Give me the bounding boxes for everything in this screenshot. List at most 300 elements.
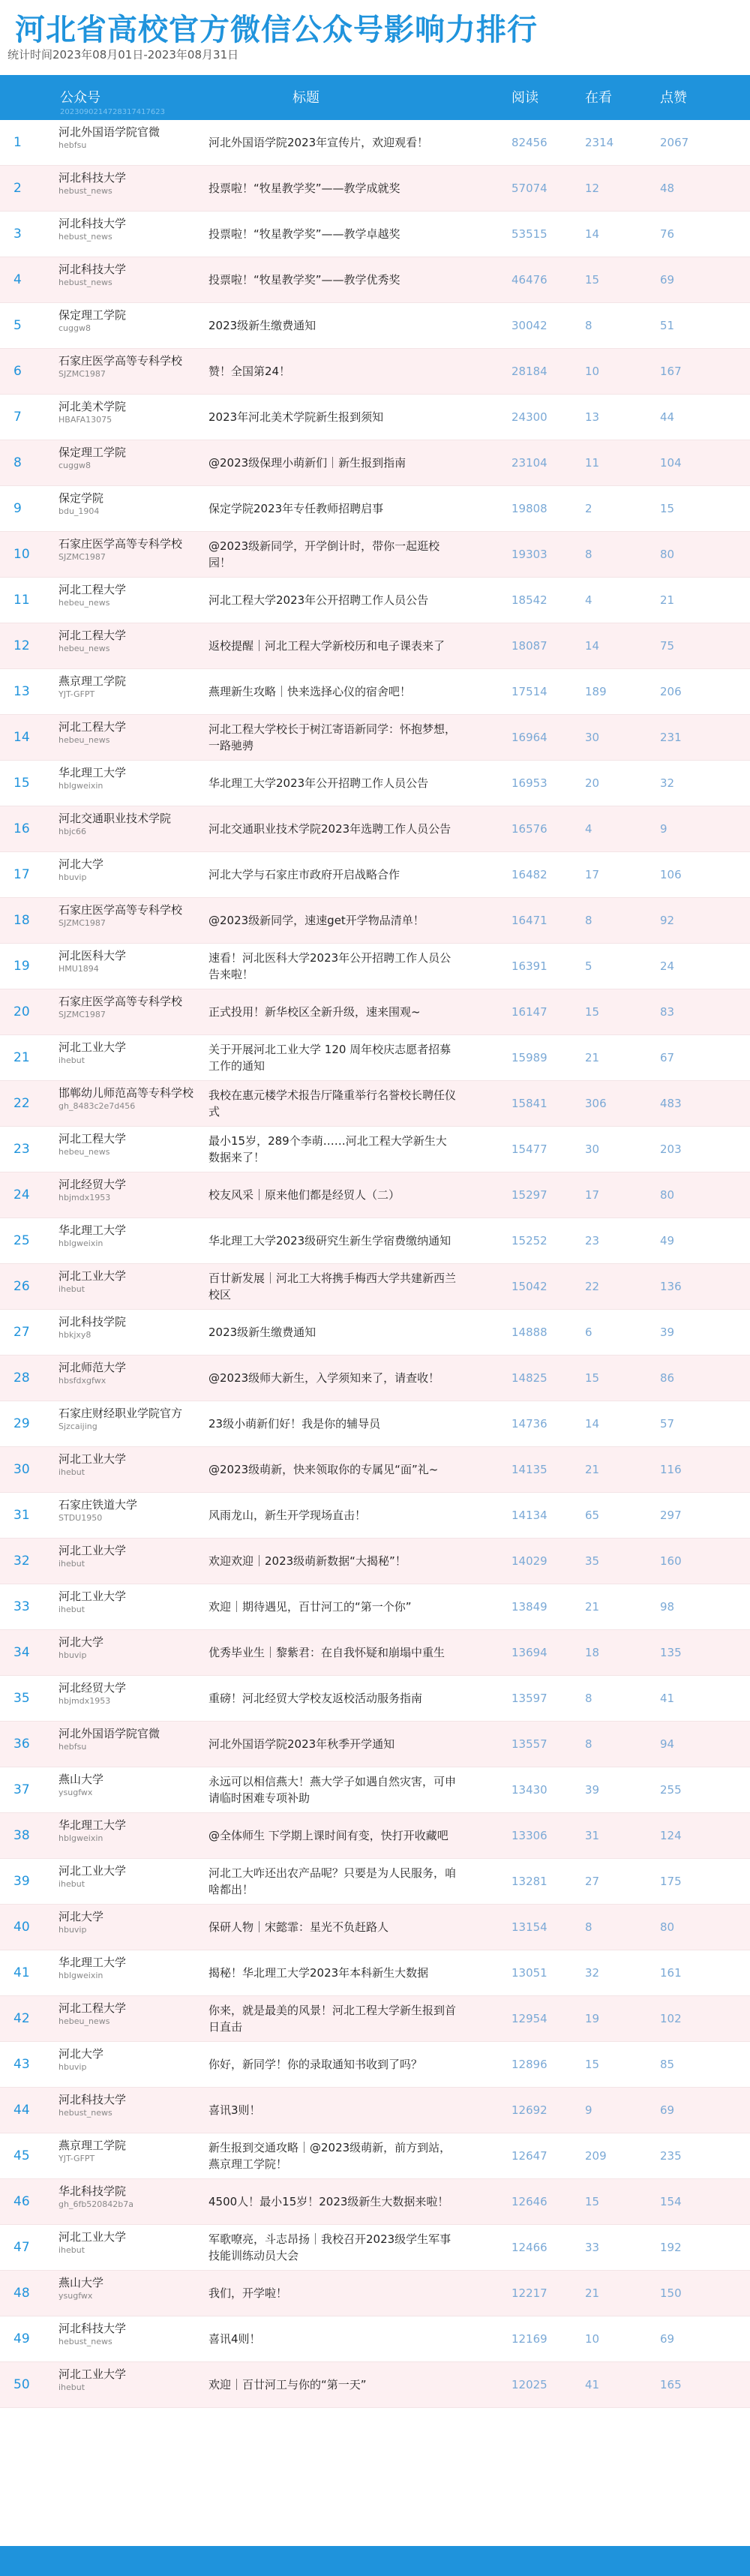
account-id: hbuvip <box>58 872 87 882</box>
article-title-text: 百廿新发展｜河北工大将携手梅西大学共建新西兰校区 <box>208 1271 457 1302</box>
article-title[interactable] <box>208 1539 456 1584</box>
article-title[interactable] <box>208 395 456 440</box>
article-title[interactable] <box>208 1767 456 1812</box>
read-count: 15477 <box>512 1142 548 1156</box>
account-name: 保定学院 <box>58 491 104 505</box>
article-title-text: @2023级新同学，开学倒计时，带你一起逛校园！ <box>208 539 440 569</box>
look-count: 8 <box>585 1692 592 1705</box>
account-id: hebeu_news <box>58 644 110 653</box>
account-id: hbuvip <box>58 1925 87 1935</box>
article-title-text: 23级小萌新们好！我是你的辅导员 <box>208 1417 381 1431</box>
look-count: 10 <box>585 365 600 378</box>
account-cell <box>58 1497 212 1524</box>
article-title[interactable] <box>208 486 456 531</box>
article-title[interactable] <box>208 1310 456 1355</box>
rank-number: 13 <box>14 684 30 699</box>
table-row <box>0 2179 750 2225</box>
account-name: 河北工程大学 <box>58 2001 127 2015</box>
read-count: 12954 <box>512 2012 548 2025</box>
article-title-text: 河北外国语学院2023年秋季开学通知 <box>208 1737 395 1751</box>
look-count: 5 <box>585 959 592 973</box>
read-count: 14888 <box>512 1326 548 1339</box>
article-title-text: @2023级新同学，速速get开学物品清单！ <box>208 914 424 927</box>
look-count: 306 <box>585 1097 607 1110</box>
rank-number: 15 <box>14 776 30 791</box>
account-id: cuggw8 <box>58 323 91 333</box>
article-title[interactable] <box>208 2362 456 2407</box>
rank-number: 7 <box>14 410 22 425</box>
article-title[interactable] <box>208 1081 456 1126</box>
article-title-text: 华北理工大学2023年公开招聘工作人员公告 <box>208 776 429 790</box>
look-count: 15 <box>585 2058 600 2071</box>
read-count: 12647 <box>512 2149 548 2163</box>
account-id: ihebut <box>58 1605 86 1614</box>
article-title-text: 喜讯4则！ <box>208 2332 261 2346</box>
article-title[interactable] <box>208 1905 456 1950</box>
look-count: 30 <box>585 731 600 744</box>
read-count: 57074 <box>512 182 548 195</box>
look-count: 10 <box>585 2332 600 2346</box>
account-name: 河北交通职业技术学院 <box>58 812 172 825</box>
rank-number: 25 <box>14 1233 30 1248</box>
look-count: 2314 <box>585 136 614 149</box>
look-count: 30 <box>585 1142 600 1156</box>
article-title-text: 返校提醒｜河北工程大学新校历和电子课表来了 <box>208 639 446 653</box>
rank-number: 42 <box>14 2011 30 2026</box>
account-cell <box>58 2092 212 2118</box>
account-name: 华北理工大学 <box>58 1818 127 1832</box>
account-cell <box>58 2046 212 2073</box>
article-title[interactable] <box>208 1127 456 1172</box>
article-title-text: 河北交通职业技术学院2023年选聘工作人员公告 <box>208 822 452 836</box>
article-title[interactable] <box>208 1996 456 2041</box>
account-cell <box>58 2275 212 2301</box>
like-count: 80 <box>660 548 675 561</box>
article-title[interactable] <box>208 212 456 257</box>
look-count: 14 <box>585 227 600 241</box>
header-account: 公众号 <box>60 90 100 106</box>
read-count: 14825 <box>512 1371 548 1385</box>
article-title-text: 新生报到交通攻略｜@2023级萌新，前方到站，燕京理工学院！ <box>208 2141 452 2171</box>
read-count: 12217 <box>512 2286 548 2300</box>
like-count: 76 <box>660 227 675 241</box>
account-id: YJT-GFPT <box>58 689 95 699</box>
article-title-text: 揭秘！华北理工大学2023年本科新生大数据 <box>208 1966 429 1980</box>
account-id: hebfsu <box>58 1742 87 1752</box>
account-cell <box>58 1360 212 1386</box>
look-count: 20 <box>585 776 600 790</box>
account-cell <box>58 308 212 334</box>
table-row <box>0 623 750 669</box>
account-name: 河北工程大学 <box>58 720 127 734</box>
account-name: 燕山大学 <box>58 1773 104 1786</box>
article-title[interactable] <box>208 1493 456 1538</box>
account-id: hbkjxy8 <box>58 1330 92 1340</box>
account-id: STDU1950 <box>58 1513 103 1523</box>
account-name: 河北工程大学 <box>58 583 127 596</box>
account-name: 河北经贸大学 <box>58 1178 127 1191</box>
like-count: 9 <box>660 822 668 836</box>
account-name: 河北外国语学院官微 <box>58 1727 160 1740</box>
account-cell <box>58 1177 212 1203</box>
table-row <box>0 1493 750 1539</box>
rank-number: 44 <box>14 2103 30 2118</box>
article-title[interactable] <box>208 2316 456 2361</box>
like-count: 80 <box>660 1188 675 1202</box>
table-row <box>0 1310 750 1356</box>
look-count: 15 <box>585 2195 600 2208</box>
table-row <box>0 1264 750 1310</box>
rank-number: 45 <box>14 2148 30 2163</box>
article-title-text: 保研人物｜宋懿霏：星光不负赶路人 <box>208 1920 389 1934</box>
account-cell <box>58 1085 212 1112</box>
account-cell <box>58 1955 212 1981</box>
article-title[interactable] <box>208 2133 456 2178</box>
read-count: 15989 <box>512 1051 548 1064</box>
article-title[interactable] <box>208 1676 456 1721</box>
look-count: 15 <box>585 1005 600 1019</box>
page-title: 河北省高校官方微信公众号影响力排行 <box>15 13 538 47</box>
article-title[interactable] <box>208 1584 456 1629</box>
account-name: 河北科技大学 <box>58 2322 127 2335</box>
look-count: 15 <box>585 273 600 287</box>
like-count: 44 <box>660 410 675 424</box>
like-count: 67 <box>660 1051 675 1064</box>
account-id: ihebut <box>58 1559 86 1569</box>
account-name: 河北工业大学 <box>58 1590 127 1603</box>
account-name: 燕山大学 <box>58 2276 104 2289</box>
account-cell <box>58 1223 212 1249</box>
article-title-text: 我校在惠元楼学术报告厅隆重举行名誉校长聘任仪式 <box>208 1088 457 1118</box>
article-title[interactable] <box>208 257 456 302</box>
look-count: 17 <box>585 1188 600 1202</box>
like-count: 57 <box>660 1417 675 1431</box>
footer-bar <box>0 2546 750 2576</box>
account-cell <box>58 1680 212 1707</box>
account-id: ihebut <box>58 1879 86 1889</box>
table-row <box>0 989 750 1035</box>
look-count: 32 <box>585 1966 600 1980</box>
account-id: hebeu_news <box>58 2016 110 2026</box>
article-title[interactable] <box>208 303 456 348</box>
account-cell <box>58 1635 212 1661</box>
like-count: 135 <box>660 1646 682 1659</box>
account-name: 河北外国语学院官微 <box>58 125 160 139</box>
like-count: 69 <box>660 2332 675 2346</box>
rank-number: 14 <box>14 730 30 745</box>
account-cell <box>58 1406 212 1432</box>
account-cell <box>58 1909 212 1935</box>
rank-number: 23 <box>14 1142 30 1157</box>
like-count: 94 <box>660 1737 675 1751</box>
table-row <box>0 440 750 486</box>
article-title[interactable] <box>208 166 456 211</box>
account-id: hbsfdxgfwx <box>58 1376 106 1386</box>
look-count: 27 <box>585 1875 600 1888</box>
article-title-text: 欢迎｜期待遇见，百廿河工的“第一个你” <box>208 1600 412 1614</box>
look-count: 8 <box>585 319 592 332</box>
account-cell <box>58 994 212 1020</box>
rank-number: 10 <box>14 547 30 562</box>
account-id: hebust_news <box>58 2337 112 2346</box>
article-title[interactable] <box>208 1447 456 1492</box>
article-title-text: 优秀毕业生｜黎紫君：在自我怀疑和崩塌中重生 <box>208 1646 446 1659</box>
table-row <box>0 1950 750 1996</box>
look-count: 8 <box>585 548 592 561</box>
like-count: 175 <box>660 1875 682 1888</box>
table-row <box>0 1676 750 1722</box>
account-id: gh_6fb520842b7a <box>58 2199 134 2209</box>
like-count: 24 <box>660 959 675 973</box>
table-row <box>0 532 750 578</box>
article-title-text: 军歌嘹亮，斗志昂扬｜我校召开2023级学生军事技能训练动员大会 <box>208 2232 452 2262</box>
account-cell <box>58 125 212 151</box>
article-title-text: 投票啦！“牧星教学奖”——教学优秀奖 <box>208 273 400 287</box>
account-cell <box>58 1818 212 1844</box>
article-title-text: 喜讯3则！ <box>208 2103 261 2117</box>
article-title[interactable] <box>208 1813 456 1858</box>
look-count: 6 <box>585 1326 592 1339</box>
account-name: 河北工业大学 <box>58 2230 127 2244</box>
like-count: 167 <box>660 365 682 378</box>
account-id: hebeu_news <box>58 598 110 608</box>
article-title[interactable] <box>208 1859 456 1904</box>
table-row <box>0 1127 750 1172</box>
read-count: 14135 <box>512 1463 548 1476</box>
account-id: hblgweixin <box>58 1971 104 1980</box>
account-name: 河北工业大学 <box>58 1040 127 1054</box>
table-row <box>0 669 750 715</box>
account-id: ihebut <box>58 1284 86 1294</box>
article-title[interactable] <box>208 2179 456 2224</box>
table-row <box>0 1584 750 1630</box>
account-cell <box>58 170 212 197</box>
article-title[interactable] <box>208 1356 456 1401</box>
account-id: ihebut <box>58 1467 86 1477</box>
header-look: 在看 <box>585 90 612 106</box>
article-title-text: @2023级师大新生，入学须知来了，请查收！ <box>208 1371 440 1385</box>
rank-number: 32 <box>14 1554 30 1569</box>
like-count: 235 <box>660 2149 682 2163</box>
like-count: 39 <box>660 1326 675 1339</box>
table-row <box>0 2362 750 2408</box>
account-name: 河北大学 <box>58 2047 104 2061</box>
rank-number: 1 <box>14 135 22 150</box>
rank-number: 41 <box>14 1965 30 1980</box>
account-cell <box>58 674 212 700</box>
like-count: 51 <box>660 319 675 332</box>
account-id: hbjmdx1953 <box>58 1193 111 1202</box>
article-title-text: 欢迎欢迎｜2023级萌新数据“大揭秘”！ <box>208 1554 406 1568</box>
article-title[interactable] <box>208 440 456 485</box>
account-name: 石家庄铁道大学 <box>58 1498 138 1512</box>
account-cell <box>58 1726 212 1752</box>
rank-number: 22 <box>14 1096 30 1111</box>
rank-number: 40 <box>14 1920 30 1935</box>
table-row <box>0 1859 750 1905</box>
like-count: 136 <box>660 1280 682 1293</box>
account-id: HBAFA13075 <box>58 415 112 425</box>
table-row <box>0 1722 750 1767</box>
account-name: 华北理工大学 <box>58 766 127 779</box>
rank-number: 6 <box>14 364 22 379</box>
article-title[interactable] <box>208 898 456 943</box>
look-count: 21 <box>585 1600 600 1614</box>
article-title[interactable] <box>208 2225 456 2270</box>
header-read: 阅读 <box>512 90 538 106</box>
rank-number: 11 <box>14 593 30 608</box>
article-title[interactable] <box>208 944 456 989</box>
article-title[interactable] <box>208 2042 456 2087</box>
look-count: 9 <box>585 2103 592 2117</box>
table-row <box>0 2316 750 2362</box>
article-title[interactable] <box>208 1401 456 1446</box>
article-title[interactable] <box>208 761 456 806</box>
article-title-text: 你好，新同学！你的录取通知书收到了吗？ <box>208 2058 423 2071</box>
read-count: 16147 <box>512 1005 548 1019</box>
table-row <box>0 486 750 532</box>
article-title-text: 关于开展河北工业大学 120 周年校庆志愿者招募工作的通知 <box>208 1043 452 1073</box>
article-title[interactable] <box>208 1264 456 1309</box>
account-cell <box>58 582 212 608</box>
article-title-text: 保定学院2023年专任教师招聘启事 <box>208 502 384 515</box>
table-row <box>0 715 750 761</box>
read-count: 17514 <box>512 685 548 698</box>
account-cell <box>58 216 212 242</box>
account-cell <box>58 811 212 837</box>
look-count: 22 <box>585 1280 600 1293</box>
read-count: 13281 <box>512 1875 548 1888</box>
rank-number: 27 <box>14 1325 30 1340</box>
article-title-text: 我们，开学啦！ <box>208 2286 288 2300</box>
article-title[interactable] <box>208 578 456 623</box>
rank-number: 28 <box>14 1371 30 1386</box>
read-count: 12646 <box>512 2195 548 2208</box>
table-row <box>0 212 750 257</box>
account-id: bdu_1904 <box>58 506 100 516</box>
rank-number: 26 <box>14 1279 30 1294</box>
article-title-text: 河北工程大学校长于树江寄语新同学：怀抱梦想，一路驰骋 <box>208 722 457 752</box>
look-count: 39 <box>585 1783 600 1797</box>
table-row <box>0 2225 750 2271</box>
account-id: ihebut <box>58 2245 86 2255</box>
account-name: 河北工业大学 <box>58 1269 127 1283</box>
article-title[interactable] <box>208 532 456 577</box>
article-title[interactable] <box>208 1035 456 1080</box>
ranking-table <box>0 120 750 2408</box>
stat-period: 统计时间2023年08月01日-2023年08月31日 <box>8 48 239 62</box>
table-row <box>0 898 750 944</box>
account-name: 河北工业大学 <box>58 1544 127 1557</box>
table-row <box>0 303 750 349</box>
like-count: 206 <box>660 685 682 698</box>
read-count: 19303 <box>512 548 548 561</box>
rank-number: 21 <box>14 1050 30 1065</box>
read-count: 16576 <box>512 822 548 836</box>
like-count: 86 <box>660 1371 675 1385</box>
rank-number: 35 <box>14 1691 30 1706</box>
account-cell <box>58 2321 212 2347</box>
article-title[interactable] <box>208 715 456 760</box>
read-count: 16953 <box>512 776 548 790</box>
like-count: 80 <box>660 1920 675 1934</box>
rank-number: 29 <box>14 1416 30 1431</box>
like-count: 106 <box>660 868 682 881</box>
look-count: 21 <box>585 2286 600 2300</box>
article-title-text: 河北大学与石家庄市政府开启战略合作 <box>208 868 400 881</box>
account-cell <box>58 2138 212 2164</box>
look-count: 19 <box>585 2012 600 2025</box>
table-row <box>0 1035 750 1081</box>
article-title[interactable] <box>208 2271 456 2316</box>
article-title[interactable] <box>208 120 456 165</box>
article-title[interactable] <box>208 1218 456 1263</box>
account-id: HMU1894 <box>58 964 99 974</box>
account-cell <box>58 1863 212 1890</box>
read-count: 23104 <box>512 456 548 470</box>
account-name: 河北科技大学 <box>58 217 127 230</box>
look-count: 189 <box>585 685 607 698</box>
table-row <box>0 852 750 898</box>
rank-number: 36 <box>14 1737 30 1752</box>
look-count: 31 <box>585 1829 600 1842</box>
table-row <box>0 1539 750 1584</box>
account-id: SJZMC1987 <box>58 1010 106 1019</box>
account-cell <box>58 1589 212 1615</box>
article-title[interactable] <box>208 989 456 1034</box>
article-title[interactable] <box>208 1950 456 1995</box>
rank-number: 46 <box>14 2194 30 2209</box>
account-cell <box>58 445 212 471</box>
article-title-text: 华北理工大学2023级研究生新生学宿费缴纳通知 <box>208 1234 452 1247</box>
account-cell <box>58 765 212 791</box>
read-count: 12466 <box>512 2241 548 2254</box>
look-count: 65 <box>585 1509 600 1522</box>
account-cell <box>58 1131 212 1157</box>
article-title[interactable] <box>208 669 456 714</box>
read-count: 15042 <box>512 1280 548 1293</box>
account-name: 石家庄医学高等专科学校 <box>58 354 183 368</box>
account-name: 河北科技学院 <box>58 1315 127 1329</box>
article-title[interactable] <box>208 2088 456 2133</box>
account-id: hebust_news <box>58 232 112 242</box>
account-id: cuggw8 <box>58 461 91 470</box>
read-count: 13597 <box>512 1692 548 1705</box>
article-title[interactable] <box>208 1630 456 1675</box>
table-row <box>0 761 750 806</box>
account-id: hebust_news <box>58 186 112 196</box>
like-count: 2067 <box>660 136 689 149</box>
article-title[interactable] <box>208 349 456 394</box>
article-title[interactable] <box>208 806 456 851</box>
article-title[interactable] <box>208 1722 456 1767</box>
read-count: 12896 <box>512 2058 548 2071</box>
account-name: 保定理工学院 <box>58 446 127 459</box>
article-title[interactable] <box>208 852 456 897</box>
article-title-text: @2023级保理小萌新们｜新生报到指南 <box>208 456 406 470</box>
look-count: 13 <box>585 410 600 424</box>
read-count: 16482 <box>512 868 548 881</box>
header-title: 标题 <box>292 90 320 106</box>
account-cell <box>58 353 212 380</box>
article-title[interactable] <box>208 1172 456 1217</box>
article-title-text: 速看！河北医科大学2023年公开招聘工作人员公告来啦！ <box>208 951 452 981</box>
article-title[interactable] <box>208 623 456 668</box>
table-row <box>0 1813 750 1859</box>
table-row <box>0 1447 750 1493</box>
read-count: 15252 <box>512 1234 548 1247</box>
account-id: gh_8483c2e7d456 <box>58 1101 136 1111</box>
